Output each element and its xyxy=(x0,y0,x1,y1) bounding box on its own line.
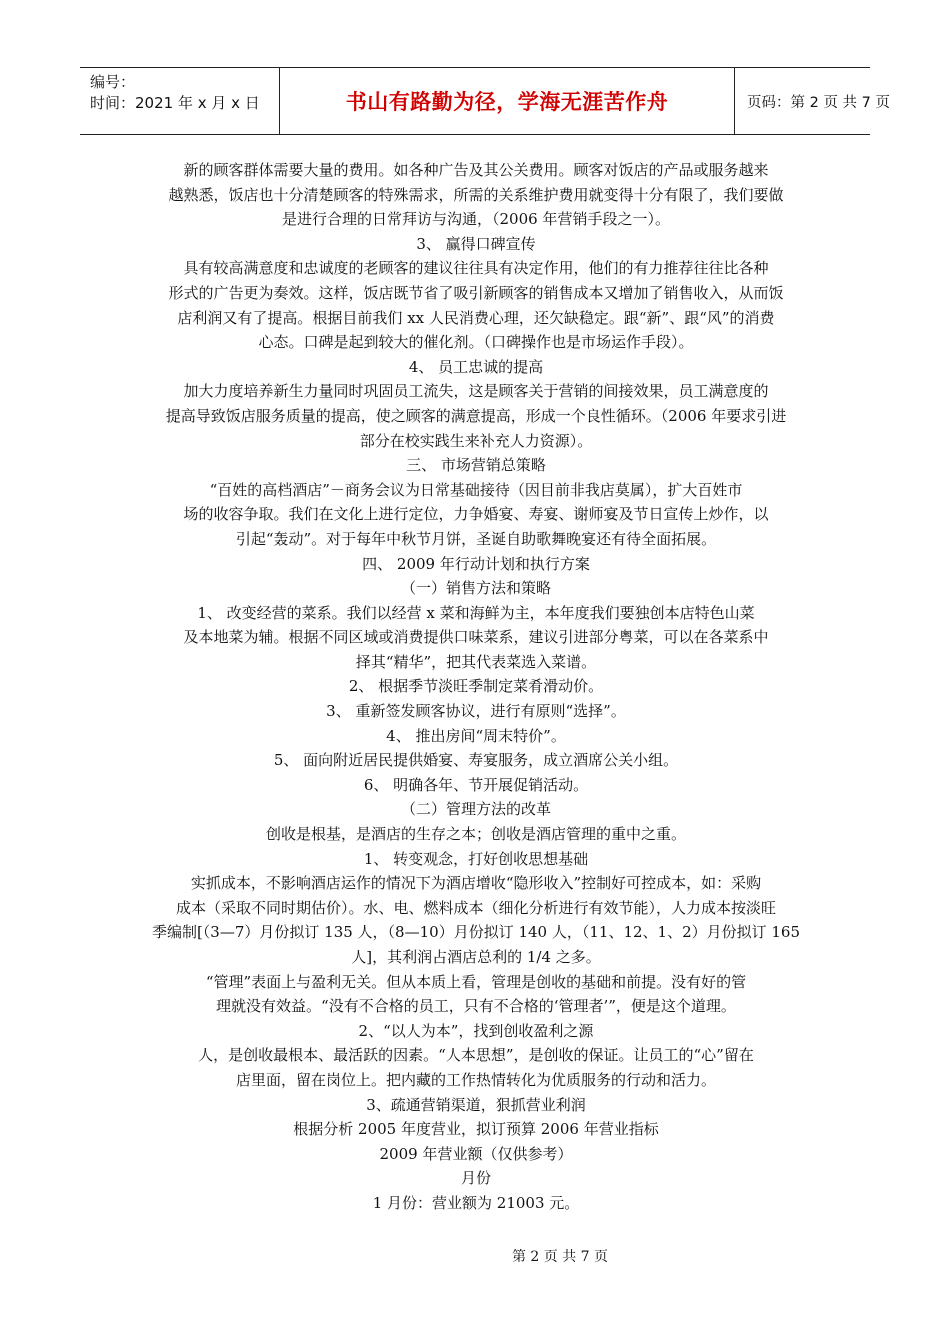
body-line: 1、 转变观念，打好创收思想基础 xyxy=(363,849,589,868)
body-line: 择其“精华”，把其代表菜选入菜谱。 xyxy=(355,652,597,671)
body-line: 2、 根据季节淡旺季制定菜肴滑动价。 xyxy=(348,677,604,696)
body-line: “管理”表面上与盈利无关。但从本质上看，管理是创收的基础和前提。没有好的管 xyxy=(205,972,747,991)
body-line: 引起“轰动”。对于每年中秋节月饼，圣诞自助歌舞晚宴还有待全面拓展。 xyxy=(235,529,717,548)
body-line: 1、 改变经营的菜系。我们以经营 x 菜和海鲜为主，本年度我们要独创本店特色山菜 xyxy=(197,603,755,622)
body-line: 月份 xyxy=(460,1169,491,1188)
body-line: 提高导致饭店服务质量的提高，使之顾客的满意提高，形成一个良性循环。（2006 年要求引进 xyxy=(165,406,787,425)
body-line: 根据分析 2005 年度营业，拟订预算 2006 年营业指标 xyxy=(293,1120,659,1139)
body-line: 四、 2009 年行动计划和执行方案 xyxy=(362,554,590,573)
body-line: 3、 赢得口碑宣传 xyxy=(416,234,536,253)
body-line: 实抓成本，不影响酒店运作的情况下为酒店增收“隐形收入”控制好可控成本，如：采购 xyxy=(190,874,762,893)
document-body xyxy=(146,158,806,1216)
header-motto: 书山有路勤为径，学海无涯苦作舟 xyxy=(280,68,735,134)
body-line: 6、 明确各年、节开展促销活动。 xyxy=(363,775,589,794)
body-line: 是进行合理的日常拜访与沟通，（2006 年营销手段之一）。 xyxy=(282,210,670,229)
body-line: （一）销售方法和策略 xyxy=(400,579,551,598)
body-line: 部分在校实践生来补充人力资源）。 xyxy=(359,431,593,450)
body-line: 形式的广告更为奏效。这样，饭店既节省了吸引新顾客的销售成本又增加了销售收入，从而饭 xyxy=(168,283,784,302)
time-label: 时间：2021 年 x 月 x 日 xyxy=(90,94,260,112)
body-line: 创收是根基，是酒店的生存之本；创收是酒店管理的重中之重。 xyxy=(265,825,686,844)
body-line: 越熟悉，饭店也十分清楚顾客的特殊需求，所需的关系维护费用就变得十分有限了，我们要做 xyxy=(168,185,784,204)
body-line: 3、 重新签发顾客协议，进行有原则“选择”。 xyxy=(326,702,626,721)
body-line: 场的收容争取。我们在文化上进行定位，力争婚宴、寿宴、谢师宴及节日宣传上炒作，以 xyxy=(183,505,769,524)
page-footer xyxy=(0,1246,950,1266)
body-line: “百姓的高档酒店”－商务会议为日常基础接待（因目前非我店莫属），扩大百姓市 xyxy=(209,480,743,499)
body-line: 4、 员工忠诚的提高 xyxy=(408,357,544,376)
body-line: 理就没有效益。“没有不合格的员工，只有不合格的‘管理者’”，便是这个道理。 xyxy=(216,997,736,1016)
header-info xyxy=(80,68,280,134)
body-line: 人，是创收最根本、最活跃的因素。“人本思想”，是创收的保证。让员工的“心”留在 xyxy=(198,1046,754,1065)
footer-page-number: 第 2 页 共 7 页 xyxy=(511,1249,609,1265)
body-line: 及本地菜为辅。根据不同区域或消费提供口味菜系，建议引进部分粤菜，可以在各菜系中 xyxy=(183,628,769,647)
body-line: 季编制[（3—7）月份拟订 135 人，（8—10）月份拟订 140 人，（11、12、1、2）月份拟订 165 xyxy=(151,923,801,942)
body-line: 店利润又有了提高。根据目前我们 xx 人民消费心理，还欠缺稳定。跟“新”、跟“风”的消费 xyxy=(177,308,775,327)
number-label: 编号： xyxy=(90,73,136,91)
body-line: 加大力度培养新生力量同时巩固员工流失，这是顾客关于营销的间接效果，员工满意度的 xyxy=(183,382,769,401)
body-line: 4、 推出房间“周末特价”。 xyxy=(386,726,566,745)
body-line: 2009 年营业额（仅供参考） xyxy=(379,1144,573,1163)
page-header xyxy=(80,67,890,135)
body-line: 新的顾客群体需要大量的费用。如各种广告及其公关费用。顾客对饭店的产品或服务越来 xyxy=(183,161,769,179)
body-line: 三、 市场营销总策略 xyxy=(406,456,546,475)
body-line: （二）管理方法的改革 xyxy=(400,800,551,819)
body-line: 具有较高满意度和忠诚度的老顾客的建议往往具有决定作用，他们的有力推荐往往比各种 xyxy=(183,259,769,278)
body-line: 2、“以人为本”，找到创收盈利之源 xyxy=(358,1021,594,1040)
body-line: 店里面，留在岗位上。把内藏的工作热情转化为优质服务的行动和活力。 xyxy=(235,1070,716,1089)
body-line: 心态。口碑是起到较大的催化剂。（口碑操作也是市场运作手段）。 xyxy=(258,333,694,352)
body-line: 1 月份：营业额为 21003 元。 xyxy=(372,1193,580,1212)
body-line: 3、疏通营销渠道，狠抓营业利润 xyxy=(366,1095,586,1114)
header-page-number: 页码：第 2 页 共 7 页 xyxy=(747,94,890,111)
body-line: 成本（采取不同时期估价）。水、电、燃料成本（细化分析进行有效节能），人力成本按淡旺 xyxy=(175,898,776,917)
body-line: 人]，其利润占酒店总利的 1/4 之多。 xyxy=(351,948,601,966)
body-line: 5、 面向附近居民提供婚宴、寿宴服务，成立酒席公关小组。 xyxy=(273,751,679,770)
